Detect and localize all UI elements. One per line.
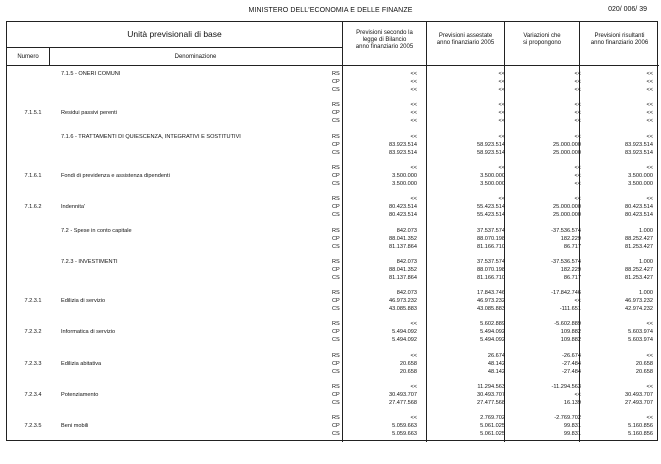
row-description: Indennita'	[61, 204, 86, 211]
row-values-col4	[583, 320, 653, 344]
cell-value: 5.061.025	[480, 423, 505, 430]
table-row	[7, 101, 659, 132]
table-row	[7, 133, 659, 164]
cell-value: 182.229	[560, 235, 581, 242]
cell-value: 3.500.000	[480, 180, 505, 187]
cell-value: <<	[574, 71, 581, 77]
table-row	[7, 227, 659, 258]
cell-value: 99.831	[563, 431, 581, 438]
cell-value: 37.537.574	[477, 227, 505, 234]
row-values-col1	[347, 164, 417, 188]
cell-value: 842.073	[396, 290, 417, 297]
cell-value: -27.484	[562, 368, 581, 375]
cell-value: 5.059.663	[392, 423, 417, 430]
cell-value: <<	[410, 102, 417, 109]
row-code: CS	[332, 337, 340, 344]
row-code: CS	[332, 149, 340, 156]
row-values-col1	[347, 414, 417, 438]
row-code: CP	[332, 360, 340, 367]
cell-value: <<	[646, 384, 653, 390]
cell-value: 88.070.198	[477, 266, 505, 273]
cell-value: <<	[498, 164, 505, 171]
row-values-col1	[347, 133, 417, 157]
budget-table	[6, 21, 658, 441]
cell-value: 58.923.514	[477, 141, 505, 148]
cell-value: 48.142	[487, 360, 505, 367]
row-number: 7.2.3.3	[24, 360, 42, 367]
cell-value: 1.000	[639, 227, 653, 234]
cell-value: <<	[498, 102, 505, 109]
table-row	[7, 320, 659, 351]
cell-value: 20.658	[635, 360, 653, 367]
row-values-col2	[435, 383, 505, 407]
cell-value: 2.769.702	[480, 415, 505, 422]
cell-value: <<	[574, 180, 581, 187]
cell-value: 43.085.883	[477, 306, 505, 313]
cell-value: 1.000	[639, 290, 653, 297]
row-description: 7.2.3 - INVESTIMENTI	[61, 258, 118, 265]
cell-value: 5.160.856	[628, 423, 653, 430]
cell-value: 17.843.746	[477, 290, 505, 297]
cell-value: 86.717	[563, 274, 581, 281]
row-code: CS	[332, 212, 340, 219]
cell-value: 58.923.514	[477, 149, 505, 156]
cell-value: <<	[574, 102, 581, 109]
cell-value: -5.602.889	[554, 321, 581, 328]
row-description: 7.2 - Spese in conto capitale	[61, 227, 132, 234]
cell-value: 46.973.232	[389, 298, 417, 305]
row-values-col4	[583, 289, 653, 313]
row-values-col1	[347, 352, 417, 376]
row-values-col4	[583, 164, 653, 188]
row-values-col3	[511, 289, 581, 313]
row-description: Potenziamento	[61, 392, 99, 398]
row-number: 7.2.3.1	[24, 298, 42, 305]
row-values-col3	[511, 101, 581, 125]
cell-value: 25.000.000	[553, 149, 581, 156]
row-code: CS	[332, 306, 340, 313]
cell-value: 20.658	[399, 368, 417, 375]
cell-value: 88.041.352	[389, 266, 417, 273]
cell-value: 88.041.352	[389, 235, 417, 242]
row-code: CP	[332, 235, 340, 242]
cell-value: 11.294.563	[477, 384, 505, 390]
row-values-col4	[583, 383, 653, 407]
cell-value: -2.769.702	[554, 415, 581, 422]
row-values-col2	[435, 227, 505, 251]
cell-value: <<	[574, 118, 581, 125]
cell-value: -11.294.563	[551, 384, 581, 390]
cell-value: 88.070.198	[477, 235, 505, 242]
cell-value: <<	[498, 87, 505, 93]
row-code: CP	[332, 79, 340, 85]
row-values-col1	[347, 320, 417, 344]
cell-value: 81.166.710	[477, 243, 505, 250]
cell-value: 80.423.514	[625, 204, 653, 211]
cell-value: <<	[574, 392, 581, 398]
cell-value: 3.500.000	[628, 172, 653, 179]
cell-value: <<	[410, 415, 417, 422]
header-numero: Numero	[17, 54, 39, 60]
row-code: CP	[332, 329, 340, 336]
cell-value: 81.253.427	[625, 243, 653, 250]
table-row	[7, 195, 659, 226]
row-values-col4	[583, 70, 653, 94]
row-number: 7.2.3.4	[24, 392, 42, 398]
cell-value: 20.658	[399, 360, 417, 367]
row-code: RS	[332, 133, 340, 140]
cell-value: 42.974.232	[625, 306, 653, 313]
header-title: Unità previsionali di base	[127, 29, 222, 39]
row-values-col3	[511, 164, 581, 188]
row-values-col3	[511, 133, 581, 157]
row-code: CS	[332, 400, 340, 406]
cell-value: <<	[646, 415, 653, 422]
row-values-col2	[435, 414, 505, 438]
cell-value: 25.000.000	[553, 141, 581, 148]
cell-value: 48.142	[487, 368, 505, 375]
cell-value: <<	[646, 164, 653, 171]
row-values-col3	[511, 383, 581, 407]
row-description: Residui passivi perenti	[61, 110, 117, 117]
row-values-col1	[347, 70, 417, 94]
row-code: CS	[332, 431, 340, 438]
cell-value: -17.842.746	[551, 290, 581, 297]
cell-value: 1.000	[639, 258, 653, 265]
row-code: RS	[332, 164, 340, 171]
cell-value: 5.059.663	[392, 431, 417, 438]
cell-value: 43.085.883	[389, 306, 417, 313]
cell-value: 37.537.574	[477, 258, 505, 265]
row-code: CP	[332, 298, 340, 305]
row-number: 7.2.3.2	[24, 329, 42, 336]
cell-value: <<	[646, 133, 653, 140]
cell-value: 20.658	[635, 368, 653, 375]
row-values-col2	[435, 101, 505, 125]
cell-value: 55.423.514	[477, 212, 505, 219]
cell-value: -37.536.574	[551, 227, 581, 234]
cell-value: 88.252.427	[625, 266, 653, 273]
cell-value: <<	[498, 71, 505, 77]
row-code: CP	[332, 392, 340, 398]
row-values-col3	[511, 352, 581, 376]
cell-value: <<	[646, 110, 653, 117]
cell-value: 30.493.707	[389, 392, 417, 398]
row-values-col2	[435, 133, 505, 157]
row-values-col1	[347, 289, 417, 313]
cell-value: 80.423.514	[389, 204, 417, 211]
cell-value: <<	[646, 196, 653, 203]
row-values-col4	[583, 352, 653, 376]
cell-value: 842.073	[396, 258, 417, 265]
cell-value: <<	[410, 164, 417, 171]
cell-value: 83.923.514	[625, 149, 653, 156]
header-col-assestate: Previsioni assestate anno finanziario 2005	[436, 33, 495, 46]
row-description: 7.1.6 - TRATTAMENTI DI QUIESCENZA, INTEGRATIVI E SOSTITUTIVI	[61, 133, 241, 140]
row-code: RS	[332, 102, 340, 109]
row-code: RS	[332, 71, 340, 77]
header-denominazione: Denominazione	[174, 54, 217, 60]
row-code: CS	[332, 274, 340, 281]
cell-value: <<	[498, 110, 505, 117]
cell-value: 109.882	[560, 329, 581, 336]
row-code: RS	[332, 258, 340, 265]
cell-value: 5.494.092	[480, 329, 505, 336]
row-code: CS	[332, 118, 340, 125]
row-code: CS	[332, 87, 340, 93]
row-code: CP	[332, 141, 340, 148]
cell-value: 81.137.864	[389, 243, 417, 250]
cell-value: <<	[646, 102, 653, 109]
row-values-col2	[435, 320, 505, 344]
cell-value: 5.603.974	[628, 337, 653, 344]
cell-value: <<	[646, 321, 653, 328]
table-row	[7, 352, 659, 383]
row-values-col3	[511, 258, 581, 282]
row-description: Beni mobili	[61, 423, 89, 430]
row-code: RS	[332, 290, 340, 297]
cell-value: 27.477.568	[477, 400, 505, 406]
row-code: CS	[332, 368, 340, 375]
row-values-col1	[347, 101, 417, 125]
cell-value: 46.973.232	[477, 298, 505, 305]
row-values-col3	[511, 70, 581, 94]
header-col-legge-bilancio: Previsioni secondo la legge di Bilancio anno finanziario 2005	[355, 30, 414, 50]
cell-value: 83.923.514	[625, 141, 653, 148]
row-code: CP	[332, 266, 340, 273]
table-row	[7, 258, 659, 289]
cell-value: <<	[646, 79, 653, 85]
cell-value: 83.923.514	[389, 149, 417, 156]
row-description: Informatica di servizio	[61, 329, 116, 336]
row-description: 7.1.5 - ONERI COMUNI	[61, 71, 121, 77]
cell-value: 5.061.025	[480, 431, 505, 438]
cell-value: <<	[574, 172, 581, 179]
row-code: CP	[332, 110, 340, 117]
cell-value: -37.536.574	[551, 258, 581, 265]
row-values-col4	[583, 414, 653, 438]
cell-value: 182.229	[560, 266, 581, 273]
cell-value: 5.494.092	[480, 337, 505, 344]
row-number: 7.2.3.5	[24, 423, 42, 430]
row-code: RS	[332, 321, 340, 328]
cell-value: 99.831	[563, 423, 581, 430]
row-values-col2	[435, 289, 505, 313]
cell-value: 109.882	[560, 337, 581, 344]
cell-value: <<	[410, 71, 417, 77]
row-values-col3	[511, 414, 581, 438]
cell-value: 5.494.092	[392, 337, 417, 344]
cell-value: <<	[574, 133, 581, 140]
row-values-col2	[435, 352, 505, 376]
cell-value: <<	[646, 352, 653, 359]
header-rule-bottom	[7, 65, 659, 66]
cell-value: <<	[574, 196, 581, 203]
cell-value: 16.139	[563, 400, 581, 406]
cell-value: <<	[498, 133, 505, 140]
row-number: 7.1.5.1	[24, 110, 42, 117]
row-values-col2	[435, 164, 505, 188]
row-values-col1	[347, 383, 417, 407]
cell-value: 30.493.707	[625, 392, 653, 398]
row-code: CS	[332, 243, 340, 250]
cell-value: 25.000.000	[553, 204, 581, 211]
cell-value: -26.674	[562, 352, 581, 359]
cell-value: 3.500.000	[392, 180, 417, 187]
row-values-col4	[583, 101, 653, 125]
cell-value: 80.423.514	[389, 212, 417, 219]
row-values-col1	[347, 195, 417, 219]
cell-value: <<	[410, 133, 417, 140]
row-values-col4	[583, 133, 653, 157]
row-values-col4	[583, 195, 653, 219]
row-description: Fondi di previdenza e assistenza dipendenti	[61, 172, 170, 179]
cell-value: 55.423.514	[477, 204, 505, 211]
row-values-col2	[435, 195, 505, 219]
cell-value: 5.602.889	[480, 321, 505, 328]
cell-value: 27.493.707	[625, 400, 653, 406]
cell-value: <<	[410, 352, 417, 359]
cell-value: <<	[410, 110, 417, 117]
cell-value: 3.500.000	[628, 180, 653, 187]
cell-value: <<	[498, 79, 505, 85]
row-number: 7.1.6.2	[24, 204, 42, 211]
cell-value: <<	[574, 110, 581, 117]
cell-value: 25.000.000	[553, 212, 581, 219]
cell-value: <<	[498, 118, 505, 125]
cell-value: <<	[646, 87, 653, 93]
cell-value: <<	[410, 118, 417, 125]
cell-value: 81.253.427	[625, 274, 653, 281]
row-values-col4	[583, 258, 653, 282]
header-rule-title	[7, 47, 342, 48]
row-values-col1	[347, 258, 417, 282]
row-values-col2	[435, 258, 505, 282]
row-code: CP	[332, 423, 340, 430]
cell-value: <<	[646, 71, 653, 77]
page-header-ministry: MINISTERO DELL'ECONOMIA E DELLE FINANZE	[248, 7, 413, 14]
cell-value: <<	[574, 298, 581, 305]
cell-value: 3.500.000	[480, 172, 505, 179]
row-values-col4	[583, 227, 653, 251]
row-code: RS	[332, 196, 340, 203]
row-description: Edilizia di servizio	[61, 298, 106, 305]
cell-value: -111.651	[559, 306, 581, 313]
cell-value: 81.137.864	[389, 274, 417, 281]
cell-value: 842.073	[396, 227, 417, 234]
row-values-col2	[435, 70, 505, 94]
page-code: 020/ 006/ 39	[608, 6, 647, 13]
row-code: RS	[332, 384, 340, 390]
row-values-col3	[511, 320, 581, 344]
cell-value: 5.160.856	[628, 431, 653, 438]
cell-value: 26.674	[487, 352, 505, 359]
row-description: Edilizia abitativa	[61, 360, 102, 367]
cell-value: <<	[410, 79, 417, 85]
cell-value: 5.494.092	[392, 329, 417, 336]
cell-value: 81.166.710	[477, 274, 505, 281]
cell-value: <<	[410, 196, 417, 203]
header-col-variazioni: Variazioni che si propongono	[522, 33, 562, 46]
cell-value: <<	[410, 321, 417, 328]
cell-value: <<	[574, 87, 581, 93]
row-code: RS	[332, 415, 340, 422]
row-code: CP	[332, 204, 340, 211]
cell-value: 5.603.974	[628, 329, 653, 336]
cell-value: 46.973.232	[625, 298, 653, 305]
row-values-col1	[347, 227, 417, 251]
table-row	[7, 414, 659, 445]
cell-value: 80.423.514	[625, 212, 653, 219]
table-row	[7, 289, 659, 320]
cell-value: 83.923.514	[389, 141, 417, 148]
cell-value: -27.484	[562, 360, 581, 367]
cell-value: 88.252.427	[625, 235, 653, 242]
cell-value: <<	[574, 164, 581, 171]
row-code: CS	[332, 180, 340, 187]
cell-value: <<	[410, 87, 417, 93]
table-row	[7, 383, 659, 414]
cell-value: 27.477.568	[389, 400, 417, 406]
cell-value: 3.500.000	[392, 172, 417, 179]
cell-value: <<	[574, 79, 581, 85]
table-row	[7, 164, 659, 195]
row-values-col3	[511, 195, 581, 219]
row-code: RS	[332, 227, 340, 234]
row-number: 7.1.6.1	[24, 172, 42, 179]
cell-value: 30.493.707	[477, 392, 505, 398]
row-code: RS	[332, 352, 340, 359]
row-values-col3	[511, 227, 581, 251]
table-row	[7, 70, 659, 101]
cell-value: <<	[410, 384, 417, 390]
header-col-risultanti: Previsioni risultanti anno finanziario 2006	[590, 33, 649, 46]
cell-value: <<	[646, 118, 653, 125]
cell-value: <<	[498, 196, 505, 203]
cell-value: 86.717	[563, 243, 581, 250]
row-code: CP	[332, 172, 340, 179]
